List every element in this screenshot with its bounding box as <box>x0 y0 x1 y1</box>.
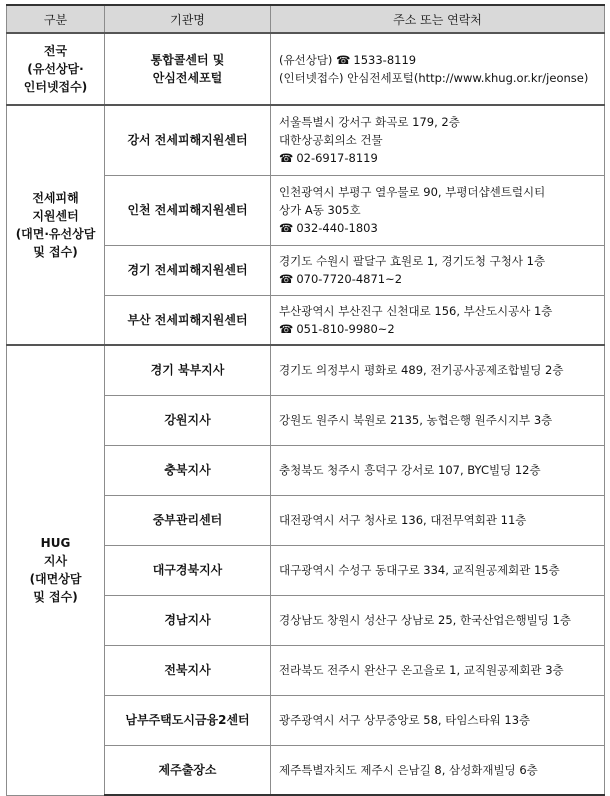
address-line <box>279 252 604 270</box>
address-line <box>279 761 604 779</box>
category-label-line: 인터넷접수) <box>23 80 88 94</box>
header-organization: 기관명 <box>105 5 271 33</box>
address-contact-cell <box>271 495 605 545</box>
address-text: 경상남도 창원시 성산구 상남로 25, 한국산업은행빌딩 1층 <box>279 613 571 627</box>
phone-icon: ☎ <box>336 53 351 67</box>
phone-number: 051-810-9980~2 <box>296 321 395 336</box>
address-text: 제주특별자치도 제주시 은남길 8, 삼성화재빌딩 6층 <box>279 762 538 777</box>
organization-cell <box>105 395 271 445</box>
organization-cell <box>105 175 271 245</box>
address-text: 대전광역시 서구 청사로 136, 대전무역회관 11층 <box>279 513 527 527</box>
contact-table <box>6 4 605 796</box>
organization-name: 남부주택도시금융2센터 <box>125 713 250 727</box>
organization-name: 경기 북부지사 <box>150 363 225 378</box>
organization-name: 통합콜센터 및 <box>150 53 225 67</box>
category-label-line: (유선상담· <box>27 62 84 76</box>
category-label-line: 전세피해 <box>32 191 79 205</box>
table-header <box>7 5 605 33</box>
address-contact-cell <box>271 645 605 695</box>
address-contact-cell <box>271 595 605 645</box>
phone-line <box>279 219 604 237</box>
organization-name: 제주출장소 <box>158 762 217 777</box>
organization-name: 충북지사 <box>164 463 211 477</box>
category-label-line: HUG <box>40 536 71 551</box>
address-line <box>279 511 604 529</box>
organization-name: 인천 전세피해지원센터 <box>127 203 248 217</box>
address-line <box>279 711 604 729</box>
address-line <box>279 361 604 379</box>
header-address-contact: 주소 또는 연락처 <box>271 5 605 33</box>
category-cell <box>7 345 105 795</box>
address-text: 경기도 수원시 팔달구 효원로 1, 경기도청 구청사 1층 <box>279 254 546 268</box>
address-line <box>279 302 604 320</box>
address-text: 상가 A동 305호 <box>279 203 361 217</box>
address-line <box>279 113 604 131</box>
address-contact-cell <box>271 105 605 175</box>
organization-name: 중부관리센터 <box>152 513 223 527</box>
organization-cell <box>105 105 271 175</box>
address-text: 광주광역시 서구 상무중앙로 58, 타임스타워 13층 <box>279 713 531 727</box>
address-contact-cell <box>271 545 605 595</box>
organization-cell <box>105 545 271 595</box>
address-text: 인천광역시 부평구 열우물로 90, 부평더샵센트럴시티 <box>279 185 546 199</box>
address-line <box>279 411 604 429</box>
organization-cell <box>105 295 271 345</box>
category-label-line: 및 접수) <box>33 590 78 605</box>
address-text: 대구광역시 수성구 동대구로 334, 교직원공제회관 15층 <box>279 563 560 577</box>
address-contact-cell <box>271 445 605 495</box>
address-contact-cell <box>271 345 605 395</box>
organization-cell <box>105 595 271 645</box>
organization-cell <box>105 245 271 295</box>
organization-name: 강서 전세피해지원센터 <box>127 133 248 148</box>
address-text: 부산광역시 부산진구 신천대로 156, 부산도시공사 1층 <box>279 303 553 318</box>
phone-number: 02-6917-8119 <box>296 151 378 166</box>
category-label-line: 지원센터 <box>32 209 79 223</box>
organization-cell <box>105 745 271 795</box>
address-text: 충청북도 청주시 흥덕구 강서로 107, BYC빌딩 12층 <box>279 463 541 477</box>
address-text: 서울특별시 강서구 화곡로 179, 2층 <box>279 115 460 130</box>
address-line <box>279 201 604 219</box>
organization-name: 경기 전세피해지원센터 <box>127 263 248 277</box>
organization-name: 안심전세포털 <box>152 71 223 85</box>
organization-name: 대구경북지사 <box>152 563 223 577</box>
address-line <box>279 461 604 479</box>
organization-cell <box>105 495 271 545</box>
organization-cell <box>105 33 271 105</box>
table-row <box>7 33 605 105</box>
address-text: 강원도 원주시 북원로 2135, 농협은행 원주시지부 3층 <box>279 413 553 427</box>
table-row <box>7 105 605 175</box>
address-text: (인터넷접수) 안심전세포털(http://www.khug.or.kr/jeonse) <box>279 71 589 85</box>
address-text: 전라북도 전주시 완산구 온고을로 1, 교직원공제회관 3층 <box>279 663 564 677</box>
table-row <box>7 345 605 395</box>
contact-table-container <box>6 4 605 796</box>
phone-icon: ☎ <box>279 221 294 235</box>
address-contact-cell <box>271 175 605 245</box>
address-contact-cell <box>271 745 605 795</box>
phone-line <box>279 270 604 288</box>
address-line <box>279 661 604 679</box>
organization-cell <box>105 645 271 695</box>
address-contact-cell <box>271 295 605 345</box>
address-contact-cell <box>271 245 605 295</box>
category-label-line: 지사 <box>43 554 68 569</box>
address-text: 대한상공회의소 건물 <box>279 133 383 148</box>
header-category: 구분 <box>7 5 105 33</box>
phone-line <box>279 149 604 167</box>
phone-number: 032-440-1803 <box>296 221 378 235</box>
address-contact-cell <box>271 695 605 745</box>
contact-type-label: (유선상담) <box>279 53 333 67</box>
address-contact-cell <box>271 395 605 445</box>
phone-number: 1533-8119 <box>353 53 417 67</box>
organization-name: 경남지사 <box>164 613 211 627</box>
phone-icon: ☎ <box>279 151 294 166</box>
category-label-line: (대면·유선상담 <box>15 227 96 241</box>
address-line <box>279 131 604 149</box>
address-line <box>279 69 604 87</box>
table-body <box>7 33 605 795</box>
category-label-line: 및 접수) <box>33 245 78 259</box>
organization-name: 부산 전세피해지원센터 <box>127 312 248 327</box>
phone-line <box>279 51 604 69</box>
organization-cell <box>105 345 271 395</box>
phone-icon: ☎ <box>279 272 294 286</box>
address-text: 경기도 의정부시 평화로 489, 전기공사공제조합빌딩 2층 <box>279 363 564 378</box>
category-label-line: (대면상담 <box>29 572 82 587</box>
address-line <box>279 183 604 201</box>
organization-cell <box>105 445 271 495</box>
phone-icon: ☎ <box>279 321 294 336</box>
organization-cell <box>105 695 271 745</box>
category-cell <box>7 33 105 105</box>
address-line <box>279 561 604 579</box>
category-cell <box>7 105 105 345</box>
phone-line <box>279 320 604 338</box>
phone-number: 070-7720-4871~2 <box>296 272 403 286</box>
category-label-line: 전국 <box>43 44 68 58</box>
organization-name: 강원지사 <box>164 413 211 427</box>
address-contact-cell <box>271 33 605 105</box>
organization-name: 전북지사 <box>164 663 211 677</box>
header-row <box>7 5 605 33</box>
address-line <box>279 611 604 629</box>
